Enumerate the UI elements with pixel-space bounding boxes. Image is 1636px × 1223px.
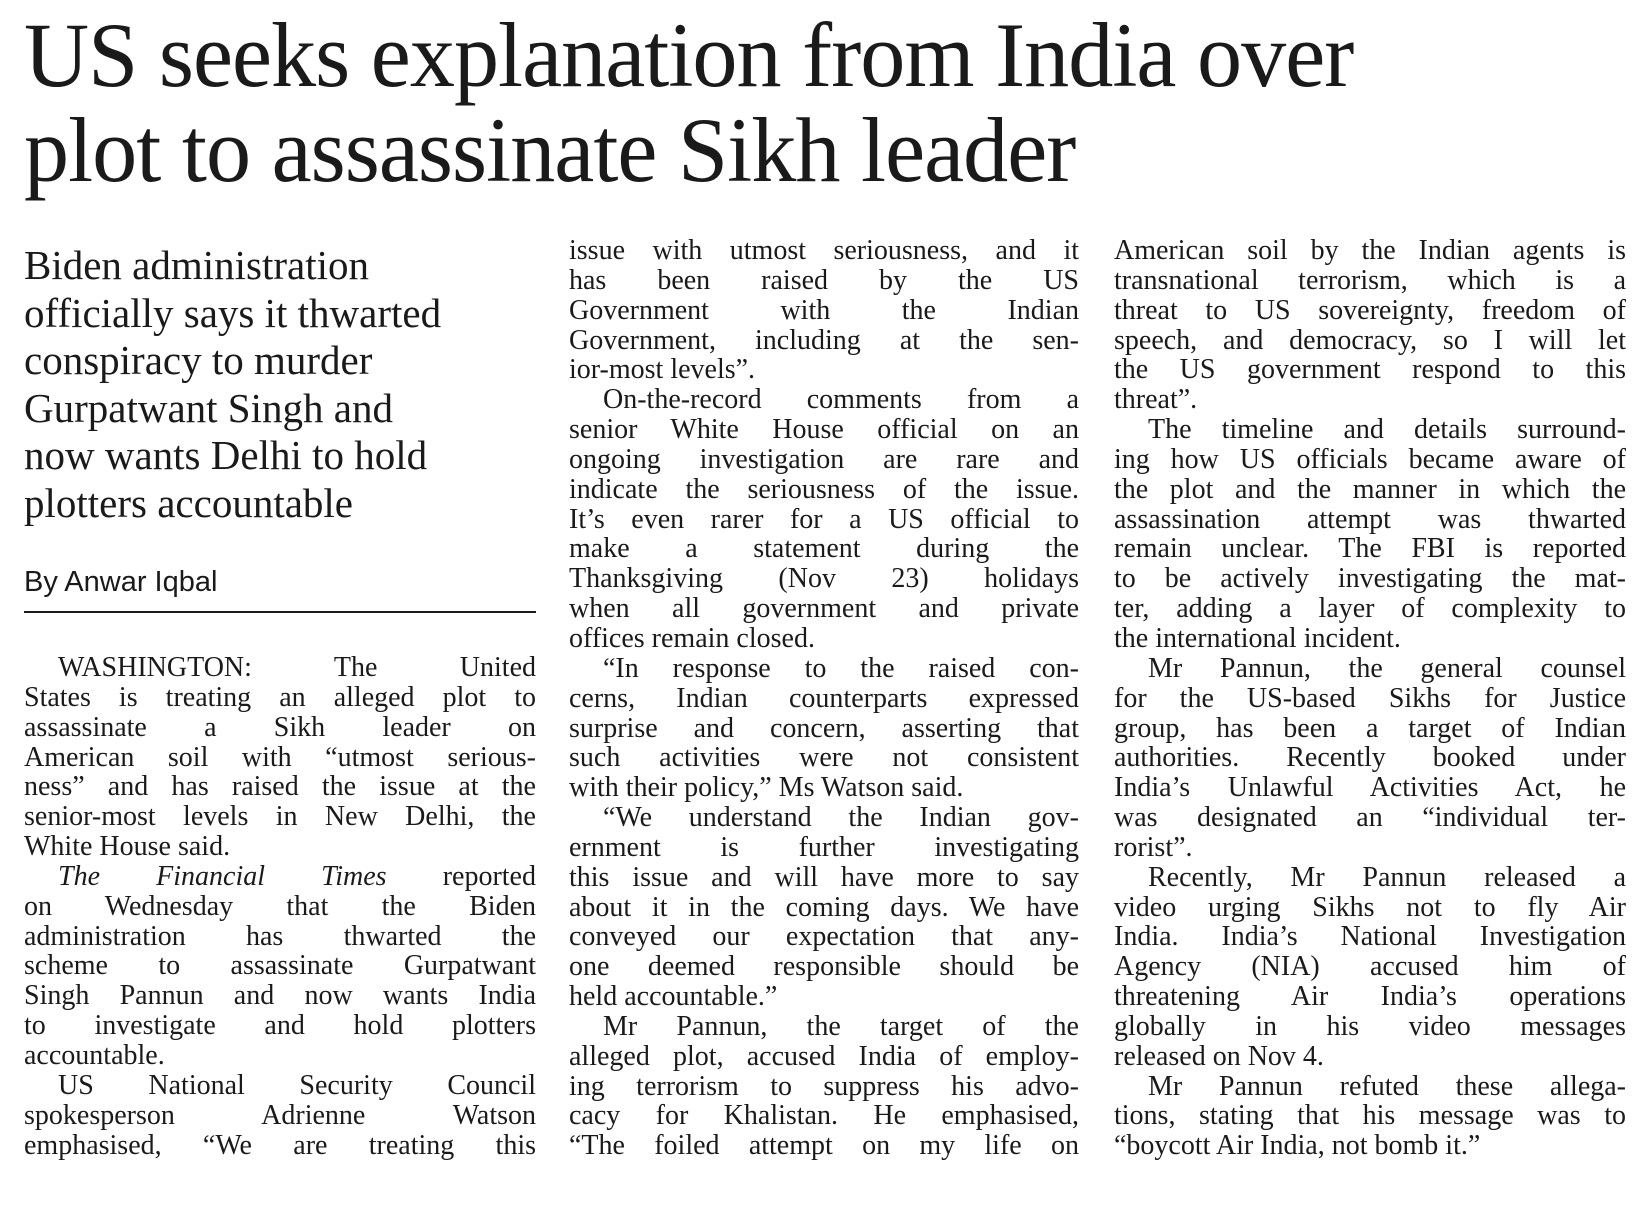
text-line: senior White House official on an xyxy=(569,414,1079,446)
subheadline-deck xyxy=(24,242,536,527)
text-line xyxy=(24,862,536,892)
text-line: the international incident. xyxy=(1114,622,1401,654)
text-line: ter, adding a layer of complexity to xyxy=(1114,593,1626,625)
text-line: “The foiled attempt on my life on xyxy=(569,1130,1079,1162)
text-line: accountable. xyxy=(24,1039,165,1071)
text-line: the US government respond to this xyxy=(1114,354,1626,386)
text-line: held accountable.” xyxy=(569,981,778,1013)
paragraph xyxy=(569,385,1079,654)
text-line: tions, stating that his message was to xyxy=(1114,1100,1626,1132)
paragraph xyxy=(569,236,1079,385)
text-line: threat to US sovereignty, freedom of xyxy=(1114,294,1626,326)
text-line: when all government and private xyxy=(569,593,1079,625)
text-line: rorist”. xyxy=(1114,831,1193,863)
text-line: was designated an “individual ter- xyxy=(1114,802,1626,834)
text-line: Mr Pannun refuted these allega- xyxy=(1148,1070,1626,1102)
text-line: has been raised by the US xyxy=(569,264,1079,296)
article-body-col3 xyxy=(1114,236,1626,1161)
text-line: surprise and concern, asserting that xyxy=(569,712,1079,744)
text-line: scheme to assassinate Gurpatwant xyxy=(24,950,536,982)
text-line: ing how US officials became aware of xyxy=(1114,443,1626,475)
text-line: group, has been a target of Indian xyxy=(1114,712,1626,744)
text-line: conveyed our expectation that any- xyxy=(569,921,1079,953)
text-line: Agency (NIA) accused him of xyxy=(1114,951,1626,983)
text-line: India. India’s National Investigation xyxy=(1114,921,1626,953)
text-line: ing terrorism to suppress his advo- xyxy=(569,1070,1079,1102)
text-line: American soil by the Indian agents is xyxy=(1114,235,1626,266)
text-line: alleged plot, accused India of employ- xyxy=(569,1040,1079,1072)
text-line: Mr Pannun, the target of the xyxy=(603,1010,1079,1042)
deck-line: Gurpatwant Singh and xyxy=(24,384,393,431)
text-line: released on Nov 4. xyxy=(1114,1040,1324,1072)
text-line: India’s Unlawful Activities Act, he xyxy=(1114,772,1626,804)
text-line: ness” and has raised the issue at the xyxy=(24,771,536,803)
text-line: American soil with “utmost serious- xyxy=(24,741,536,773)
text-line: Singh Pannun and now wants India xyxy=(24,980,536,1012)
text-line: issue with utmost seriousness, and it xyxy=(569,235,1079,266)
text-line: video urging Sikhs not to fly Air xyxy=(1114,891,1626,923)
text-line: The timeline and details surround- xyxy=(1148,414,1626,446)
text-line: threatening Air India’s operations xyxy=(1114,981,1626,1013)
publication-name: The Financial Times xyxy=(58,860,387,892)
deck-line: plotters accountable xyxy=(24,479,354,526)
headline-line: plot to assassinate Sikh leader xyxy=(24,99,1076,201)
byline: By Anwar Iqbal xyxy=(24,565,536,613)
text-line: ongoing investigation are rare and xyxy=(569,443,1079,475)
paragraph xyxy=(1114,236,1626,415)
column-3 xyxy=(1114,236,1626,1161)
text-line: White House said. xyxy=(24,831,231,863)
text-line: assassinate a Sikh leader on xyxy=(24,711,536,743)
text-line: spokesperson Adrienne Watson xyxy=(24,1099,536,1131)
text-line: Recently, Mr Pannun released a xyxy=(1148,861,1626,893)
text-line: ior-most levels”. xyxy=(569,354,756,386)
text-line: assassination attempt was thwarted xyxy=(1114,503,1626,535)
deck-line: now wants Delhi to hold xyxy=(24,432,428,478)
deck-line: officially says it thwarted xyxy=(24,289,442,336)
text-line: Thanksgiving (Nov 23) holidays xyxy=(569,563,1079,595)
text-line: It’s even rarer for a US official to xyxy=(569,503,1079,535)
text-fragment: reported xyxy=(386,860,536,892)
text-line: administration has thwarted the xyxy=(24,920,536,952)
text-line: indicate the seriousness of the issue. xyxy=(569,473,1079,505)
text-line: about it in the coming days. We have xyxy=(569,891,1079,923)
paragraph xyxy=(24,1071,536,1161)
text-line: senior-most levels in New Delhi, the xyxy=(24,801,536,833)
text-line: Mr Pannun, the general counsel xyxy=(1148,652,1626,684)
text-line: “boycott Air India, not bomb it.” xyxy=(1114,1130,1481,1162)
text-line: ernment is further investigating xyxy=(569,831,1079,863)
text-line: authorities. Recently booked under xyxy=(1114,742,1626,774)
paragraph xyxy=(1114,415,1626,654)
paragraph xyxy=(1114,654,1626,863)
text-line: “In response to the raised con- xyxy=(603,652,1079,684)
headline xyxy=(24,4,1592,201)
deck-line: conspiracy to murder xyxy=(24,337,373,383)
text-line: such activities were not consistent xyxy=(569,742,1079,774)
paragraph xyxy=(24,653,536,862)
article-body-col1 xyxy=(24,653,536,1160)
paragraph xyxy=(569,654,1079,803)
text-line: threat”. xyxy=(1114,384,1198,416)
paragraph xyxy=(569,803,1079,1012)
text-line: cacy for Khalistan. He emphasised, xyxy=(569,1100,1079,1132)
text-line: the plot and the manner in which the xyxy=(1114,473,1626,505)
text-line: one deemed responsible should be xyxy=(569,951,1079,983)
paragraph xyxy=(569,1012,1079,1161)
text-line: globally in his video messages xyxy=(1114,1010,1626,1042)
text-line: on Wednesday that the Biden xyxy=(24,890,536,922)
text-line: On-the-record comments from a xyxy=(603,384,1079,416)
text-line: emphasised, “We are treating this xyxy=(24,1129,536,1161)
text-line: WASHINGTON: The United xyxy=(58,652,536,683)
text-line: US National Security Council xyxy=(58,1069,536,1101)
text-line: make a statement during the xyxy=(569,533,1079,565)
paragraph xyxy=(1114,1072,1626,1162)
text-line: to investigate and hold plotters xyxy=(24,1010,536,1042)
text-line: this issue and will have more to say xyxy=(569,861,1079,893)
text-line: transnational terrorism, which is a xyxy=(1114,264,1626,296)
headline-line: US seeks explanation from India over xyxy=(24,4,1354,106)
column-1 xyxy=(24,236,536,1160)
text-line: offices remain closed. xyxy=(569,622,815,654)
text-line: States is treating an alleged plot to xyxy=(24,681,536,713)
column-2 xyxy=(569,236,1079,1161)
text-line: “We understand the Indian gov- xyxy=(603,802,1079,834)
paragraph xyxy=(24,862,536,1071)
text-line: speech, and democracy, so I will let xyxy=(1114,324,1626,356)
deck-line: Biden administration xyxy=(24,242,370,288)
text-line: for the US-based Sikhs for Justice xyxy=(1114,682,1626,714)
text-line: with their policy,” Ms Watson said. xyxy=(569,772,964,804)
text-line: to be actively investigating the mat- xyxy=(1114,563,1626,595)
paragraph xyxy=(1114,863,1626,1072)
text-line: Government with the Indian xyxy=(569,294,1079,326)
text-line: remain unclear. The FBI is reported xyxy=(1114,533,1626,565)
text-line: cerns, Indian counterparts expressed xyxy=(569,682,1079,714)
article-body-col2 xyxy=(569,236,1079,1161)
text-line: Government, including at the sen- xyxy=(569,324,1079,356)
